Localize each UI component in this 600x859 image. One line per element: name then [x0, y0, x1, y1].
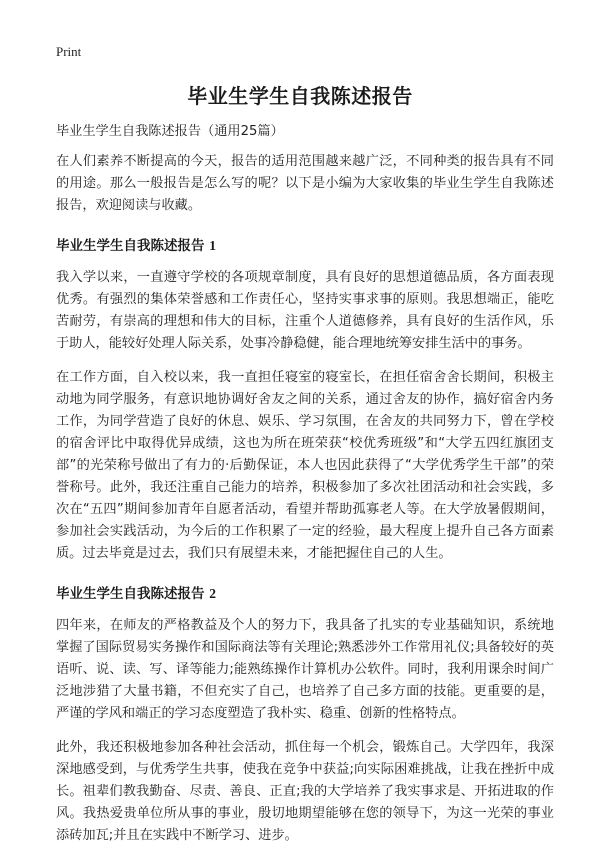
section-2-heading-text: 毕业生学生自我陈述报告 [56, 586, 205, 602]
section-1-number: 1 [209, 238, 216, 253]
section-2-paragraph-1: 四年来，在师友的严格教益及个人的努力下，我具备了扎实的专业基础知识，系统地掌握了国际贸易实务操作和国际商法等有关理论;熟悉涉外工作常用礼仪;具备较好的英语听、说、读、写、译等能力;能熟练操作计算机办公软件。同时，我利用课余时间广泛地涉猎了大量书籍，不但充实了自己，也培养了自己多方面的技能。更重要的是，严谨的学风和端正的学习态度塑造了我朴实、稳重、创新的性格特点。 [56, 618, 554, 721]
page-title: 毕业生学生自我陈述报告 [187, 84, 413, 108]
section-1-heading-text: 毕业生学生自我陈述报告 [56, 238, 205, 254]
section-2-number: 2 [209, 586, 216, 601]
section-2-paragraph-2: 此外，我还积极地参加各种社会活动，抓住每一个机会，锻炼自己。大学四年，我深深地感受到，与优秀学生共事，使我在竞争中获益;向实际困难挑战，让我在挫折中成长。祖辈们教我勤奋、尽责、善良、正直;我的大学培养了我实事求是、开拓进取的作风。我热爱贵单位所从事的事业，殷切地期望能够在您的领导下，为这一光荣的事业添砖加瓦;并且在实践中不断学习、进步。 [56, 740, 554, 843]
section-2-heading [56, 583, 554, 605]
document-subtitle: 毕业生学生自我陈述报告（通用25篇） [56, 124, 284, 139]
intro-paragraph: 在人们素养不断提高的今天，报告的适用范围越来越广泛，不同种类的报告具有不同的用途。那么一般报告是怎么写的呢？以下是小编为大家收集的毕业生学生自我陈述报告，欢迎阅读与收藏。 [56, 154, 554, 213]
print-link[interactable]: Print [56, 44, 82, 59]
section-1-paragraph-1: 我入学以来，一直遵守学校的各项规章制度，具有良好的思想道德品质，各方面表现优秀。有强烈的集体荣誉感和工作责任心，坚持实事求事的原则。我思想端正，能吃苦耐劳，有崇高的理想和伟大的目标，注重个人道德修养，具有良好的生活作风，乐于助人，能较好处理人际关系，处事冷静稳健，能合理地统筹安排生活中的事务。 [56, 270, 554, 351]
section-1-paragraph-2: 在工作方面，自入校以来，我一直担任寝室的寝室长，在担任宿舍舍长期间，积极主动地为同学服务，有意识地协调好舍友之间的关系，通过舍友的协作，搞好宿舍内务工作，为同学营造了良好的休息、娱乐、学习氛围，在舍友的共同努力下，曾在学校的宿舍评比中取得优异成绩，这也为所在班荣获“校优秀班级”和“大学五四红旗团支部”的光荣称号做出了有力的·后勤保证，本人也因此获得了“大学优秀学生干部”的荣誉称号。此外，我还注重自己能力的培养，积极参加了多次社团活动和社会实践，多次在“五四”期间参加青年自愿者活动，看望并帮助孤寡老人等。在大学放暑假期间，参加社会实践活动，为今后的工作积累了一定的经验，最大程度上提升自己各方面素质。过去毕竟是过去，我们只有展望未来，才能把握住自己的人生。 [56, 370, 554, 561]
section-1-heading [56, 235, 554, 257]
document-body [56, 121, 554, 859]
